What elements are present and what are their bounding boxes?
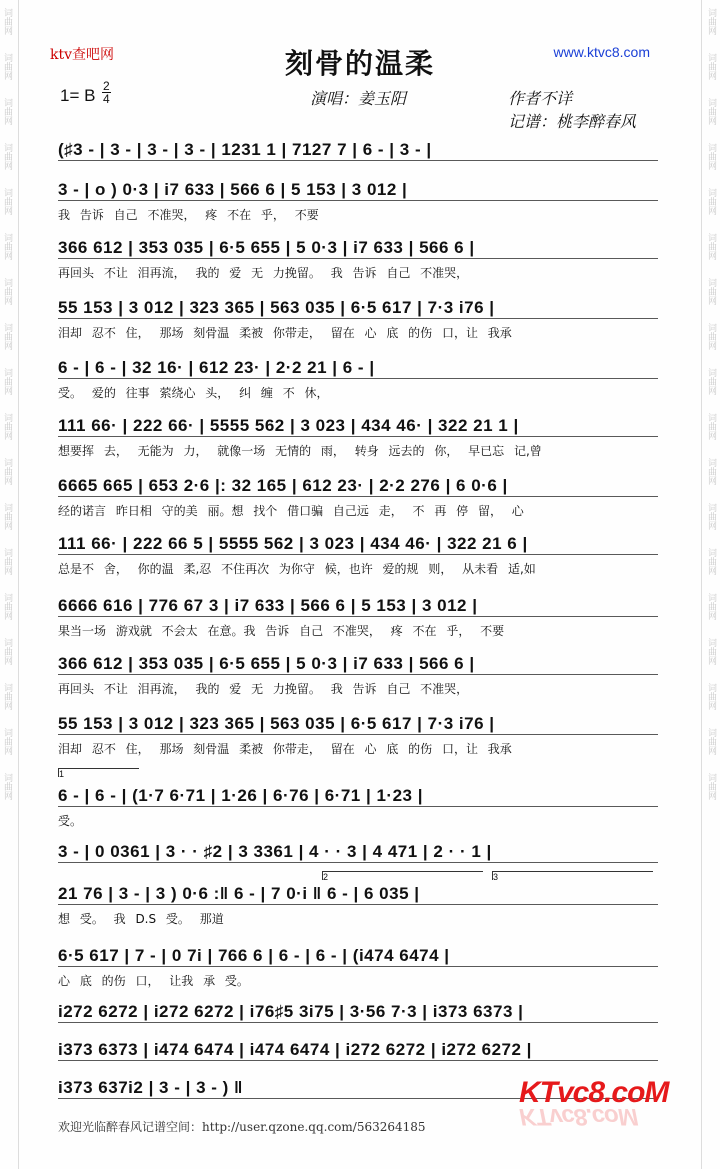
score-row xyxy=(58,476,658,500)
lyric-line: 泪却 忍不 住， 那场 刻骨温 柔被 你带走， 留在 心 底 的伤 口，让 我承 xyxy=(58,742,512,756)
score-row xyxy=(58,842,658,866)
notation-line: 3 - | o ) 0·3 | i7 633 | 566 6 | 5 153 | 3 012 | xyxy=(58,180,408,199)
watermark-text: 词曲网 xyxy=(2,368,12,395)
score-row xyxy=(58,654,658,678)
watermark-text: 词曲网 xyxy=(706,278,716,305)
beam-line xyxy=(58,436,658,437)
lyric-line: 再回头 不让 泪再流， 我的 爱 无 力挽留。 我 告诉 自己 不准哭， xyxy=(58,266,469,280)
right-watermark-strip xyxy=(705,0,719,1169)
lyric-line: 想 受。 我 D.S 受。 那道 xyxy=(58,912,224,926)
site-logo xyxy=(519,1076,669,1136)
score-row xyxy=(58,180,658,204)
beam-line xyxy=(58,378,658,379)
volta-3: 3 xyxy=(492,871,653,880)
score-row xyxy=(58,238,658,262)
beam-line xyxy=(58,862,658,863)
time-signature xyxy=(102,80,111,105)
score-row xyxy=(58,534,658,558)
lyric-line: 我 告诉 自己 不准哭， 疼 不在 乎， 不要 xyxy=(58,208,319,222)
watermark-text: 词曲网 xyxy=(2,638,12,665)
page-frame xyxy=(18,0,702,1169)
lyric-line: 果当一场 游戏就 不会太 在意。我 告诉 自己 不准哭， 疼 不在 乎， 不要 xyxy=(58,624,505,638)
watermark-text: 词曲网 xyxy=(706,413,716,440)
watermark-text: 词曲网 xyxy=(706,143,716,170)
watermark-text: 词曲网 xyxy=(706,8,716,35)
score-row xyxy=(58,596,658,620)
beam-line xyxy=(58,258,658,259)
notation-line: 6665 665 | 653 2·6 |: 32 165 | 612 23· | 2·2 276 | 6 0·6 | xyxy=(58,476,508,495)
beam-line xyxy=(58,160,658,161)
notation-line: 6 - | 6 - | 32 16· | 612 23· | 2·2 21 | 6 - | xyxy=(58,358,375,377)
notation-line: i373 6373 | i474 6474 | i474 6474 | i272 6272 | i272 6272 | xyxy=(58,1040,532,1059)
notation-line: i272 6272 | i272 6272 | i76♯5 3i75 | 3·56 7·3 | i373 6373 | xyxy=(58,1002,524,1021)
notation-line: 55 153 | 3 012 | 323 365 | 563 035 | 6·5 617 | 7·3 i76 | xyxy=(58,714,495,733)
score-row xyxy=(58,140,658,164)
lyric-line: 泪却 忍不 住， 那场 刻骨温 柔被 你带走， 留在 心 底 的伤 口，让 我承 xyxy=(58,326,512,340)
watermark-text: 词曲网 xyxy=(2,773,12,800)
watermark-text: 词曲网 xyxy=(706,458,716,485)
brand-right-url[interactable]: www.ktvc8.com xyxy=(553,44,650,60)
watermark-text: 词曲网 xyxy=(2,593,12,620)
beam-line xyxy=(58,318,658,319)
watermark-text: 词曲网 xyxy=(706,233,716,260)
notation-line: 111 66· | 222 66 5 | 5555 562 | 3 023 | 434 46· | 322 21 6 | xyxy=(58,534,528,553)
watermark-text: 词曲网 xyxy=(2,188,12,215)
notation-line: (♯3 - | 3 - | 3 - | 3 - | 1231 1 | 7127 7 | 6 - | 3 - | xyxy=(58,140,432,159)
notation-line: i373 637i2 | 3 - | 3 - ) ‖ xyxy=(58,1078,244,1097)
beam-line xyxy=(58,616,658,617)
watermark-text: 词曲网 xyxy=(706,53,716,80)
score-row xyxy=(58,714,658,738)
volta-2: 2 xyxy=(322,871,483,880)
beam-line xyxy=(58,806,658,807)
notation-line: 366 612 | 353 035 | 6·5 655 | 5 0·3 | i7 633 | 566 6 | xyxy=(58,238,475,257)
score-row xyxy=(58,786,658,810)
logo-text: KTvc8.coM xyxy=(519,1076,669,1109)
watermark-text: 词曲网 xyxy=(706,188,716,215)
beam-line xyxy=(58,904,658,905)
lyric-line: 受。 爱的 往事 萦绕心 头， 纠 缠 不 休， xyxy=(58,386,329,400)
beam-line xyxy=(58,200,658,201)
watermark-text: 词曲网 xyxy=(706,503,716,530)
watermark-text: 词曲网 xyxy=(706,368,716,395)
lyric-line: 总是不 舍， 你的温 柔,忍 不住再次 为你守 候，也许 爱的规 则， 从未看 适,如 xyxy=(58,562,536,576)
score-row xyxy=(58,946,658,970)
watermark-text: 词曲网 xyxy=(706,638,716,665)
singer-credit: 演唱：姜玉阳 xyxy=(310,89,407,108)
watermark-text: 词曲网 xyxy=(2,503,12,530)
watermark-text: 词曲网 xyxy=(2,278,12,305)
watermark-text: 词曲网 xyxy=(2,233,12,260)
meter-bottom: 4 xyxy=(103,92,110,106)
footer-credit: 欢迎光临醉春风记谱空间：http://user.qzone.qq.com/563264185 xyxy=(58,1120,426,1134)
watermark-text: 词曲网 xyxy=(2,548,12,575)
watermark-text: 词曲网 xyxy=(2,98,12,125)
watermark-text: 词曲网 xyxy=(2,413,12,440)
watermark-text: 词曲网 xyxy=(706,548,716,575)
song-title: 刻骨的温柔 xyxy=(284,47,435,80)
notation-line: 6 - | 6 - | (1·7 6·71 | 1·26 | 6·76 | 6·71 | 1·23 | xyxy=(58,786,423,805)
score-row xyxy=(58,1002,658,1026)
notation-line: 6666 616 | 776 67 3 | i7 633 | 566 6 | 5 153 | 3 012 | xyxy=(58,596,478,615)
volta-1: 1 xyxy=(58,768,139,777)
watermark-text: 词曲网 xyxy=(706,683,716,710)
watermark-text: 词曲网 xyxy=(706,323,716,350)
brand-left-label: ktv查吧网 xyxy=(50,47,115,63)
watermark-text: 词曲网 xyxy=(2,458,12,485)
lyric-line: 受。 xyxy=(58,814,83,828)
beam-line xyxy=(58,1060,658,1061)
watermark-text: 词曲网 xyxy=(2,53,12,80)
watermark-text: 词曲网 xyxy=(706,593,716,620)
watermark-text: 词曲网 xyxy=(706,728,716,755)
score-row xyxy=(58,884,658,908)
watermark-text: 词曲网 xyxy=(2,728,12,755)
score-row xyxy=(58,358,658,382)
score-row xyxy=(58,298,658,322)
key-signature: 1= B xyxy=(60,86,96,105)
score-row xyxy=(58,1040,658,1064)
beam-line xyxy=(58,496,658,497)
score-row xyxy=(58,416,658,440)
beam-line xyxy=(58,966,658,967)
lyric-line: 心 底 的伤 口， 让我 承 受。 xyxy=(58,974,249,988)
lyric-line: 再回头 不让 泪再流， 我的 爱 无 力挽留。 我 告诉 自己 不准哭， xyxy=(58,682,469,696)
notation-line: 366 612 | 353 035 | 6·5 655 | 5 0·3 | i7 633 | 566 6 | xyxy=(58,654,475,673)
watermark-text: 词曲网 xyxy=(706,773,716,800)
beam-line xyxy=(58,554,658,555)
notation-line: 3 - | 0 0361 | 3 · · ♯2 | 3 3361 | 4 · · 3 | 4 471 | 2 · · 1 | xyxy=(58,842,492,861)
beam-line xyxy=(58,674,658,675)
left-watermark-strip xyxy=(1,0,15,1169)
watermark-text: 词曲网 xyxy=(2,143,12,170)
watermark-text: 词曲网 xyxy=(2,8,12,35)
logo-reflection: KTvc8.coM xyxy=(519,1103,637,1130)
transcriber-credit: 记谱：桃李醉春风 xyxy=(508,112,637,131)
author-credit: 作者不详 xyxy=(508,89,573,108)
lyric-line: 想要挥 去， 无能为 力， 就像一场 无情的 雨， 转身 远去的 你， 早已忘 记,曾 xyxy=(58,444,542,458)
meter-top: 2 xyxy=(103,79,110,93)
beam-line xyxy=(58,734,658,735)
notation-line: 21 76 | 3 - | 3 ) 0·6 :‖ 6 - | 7 0·i ‖ 6 - | 6 035 | xyxy=(58,884,420,903)
notation-line: 55 153 | 3 012 | 323 365 | 563 035 | 6·5 617 | 7·3 i76 | xyxy=(58,298,495,317)
beam-line xyxy=(58,1022,658,1023)
watermark-text: 词曲网 xyxy=(2,323,12,350)
watermark-text: 词曲网 xyxy=(706,98,716,125)
notation-line: 111 66· | 222 66· | 5555 562 | 3 023 | 434 46· | 322 21 1 | xyxy=(58,416,519,435)
notation-line: 6·5 617 | 7 - | 0 7i | 766 6 | 6 - | 6 - | (i474 6474 | xyxy=(58,946,450,965)
lyric-line: 经的诺言 昨日相 守的美 丽。想 找个 借口骗 自己远 走， 不 再 停 留， 心 xyxy=(58,504,524,518)
watermark-text: 词曲网 xyxy=(2,683,12,710)
